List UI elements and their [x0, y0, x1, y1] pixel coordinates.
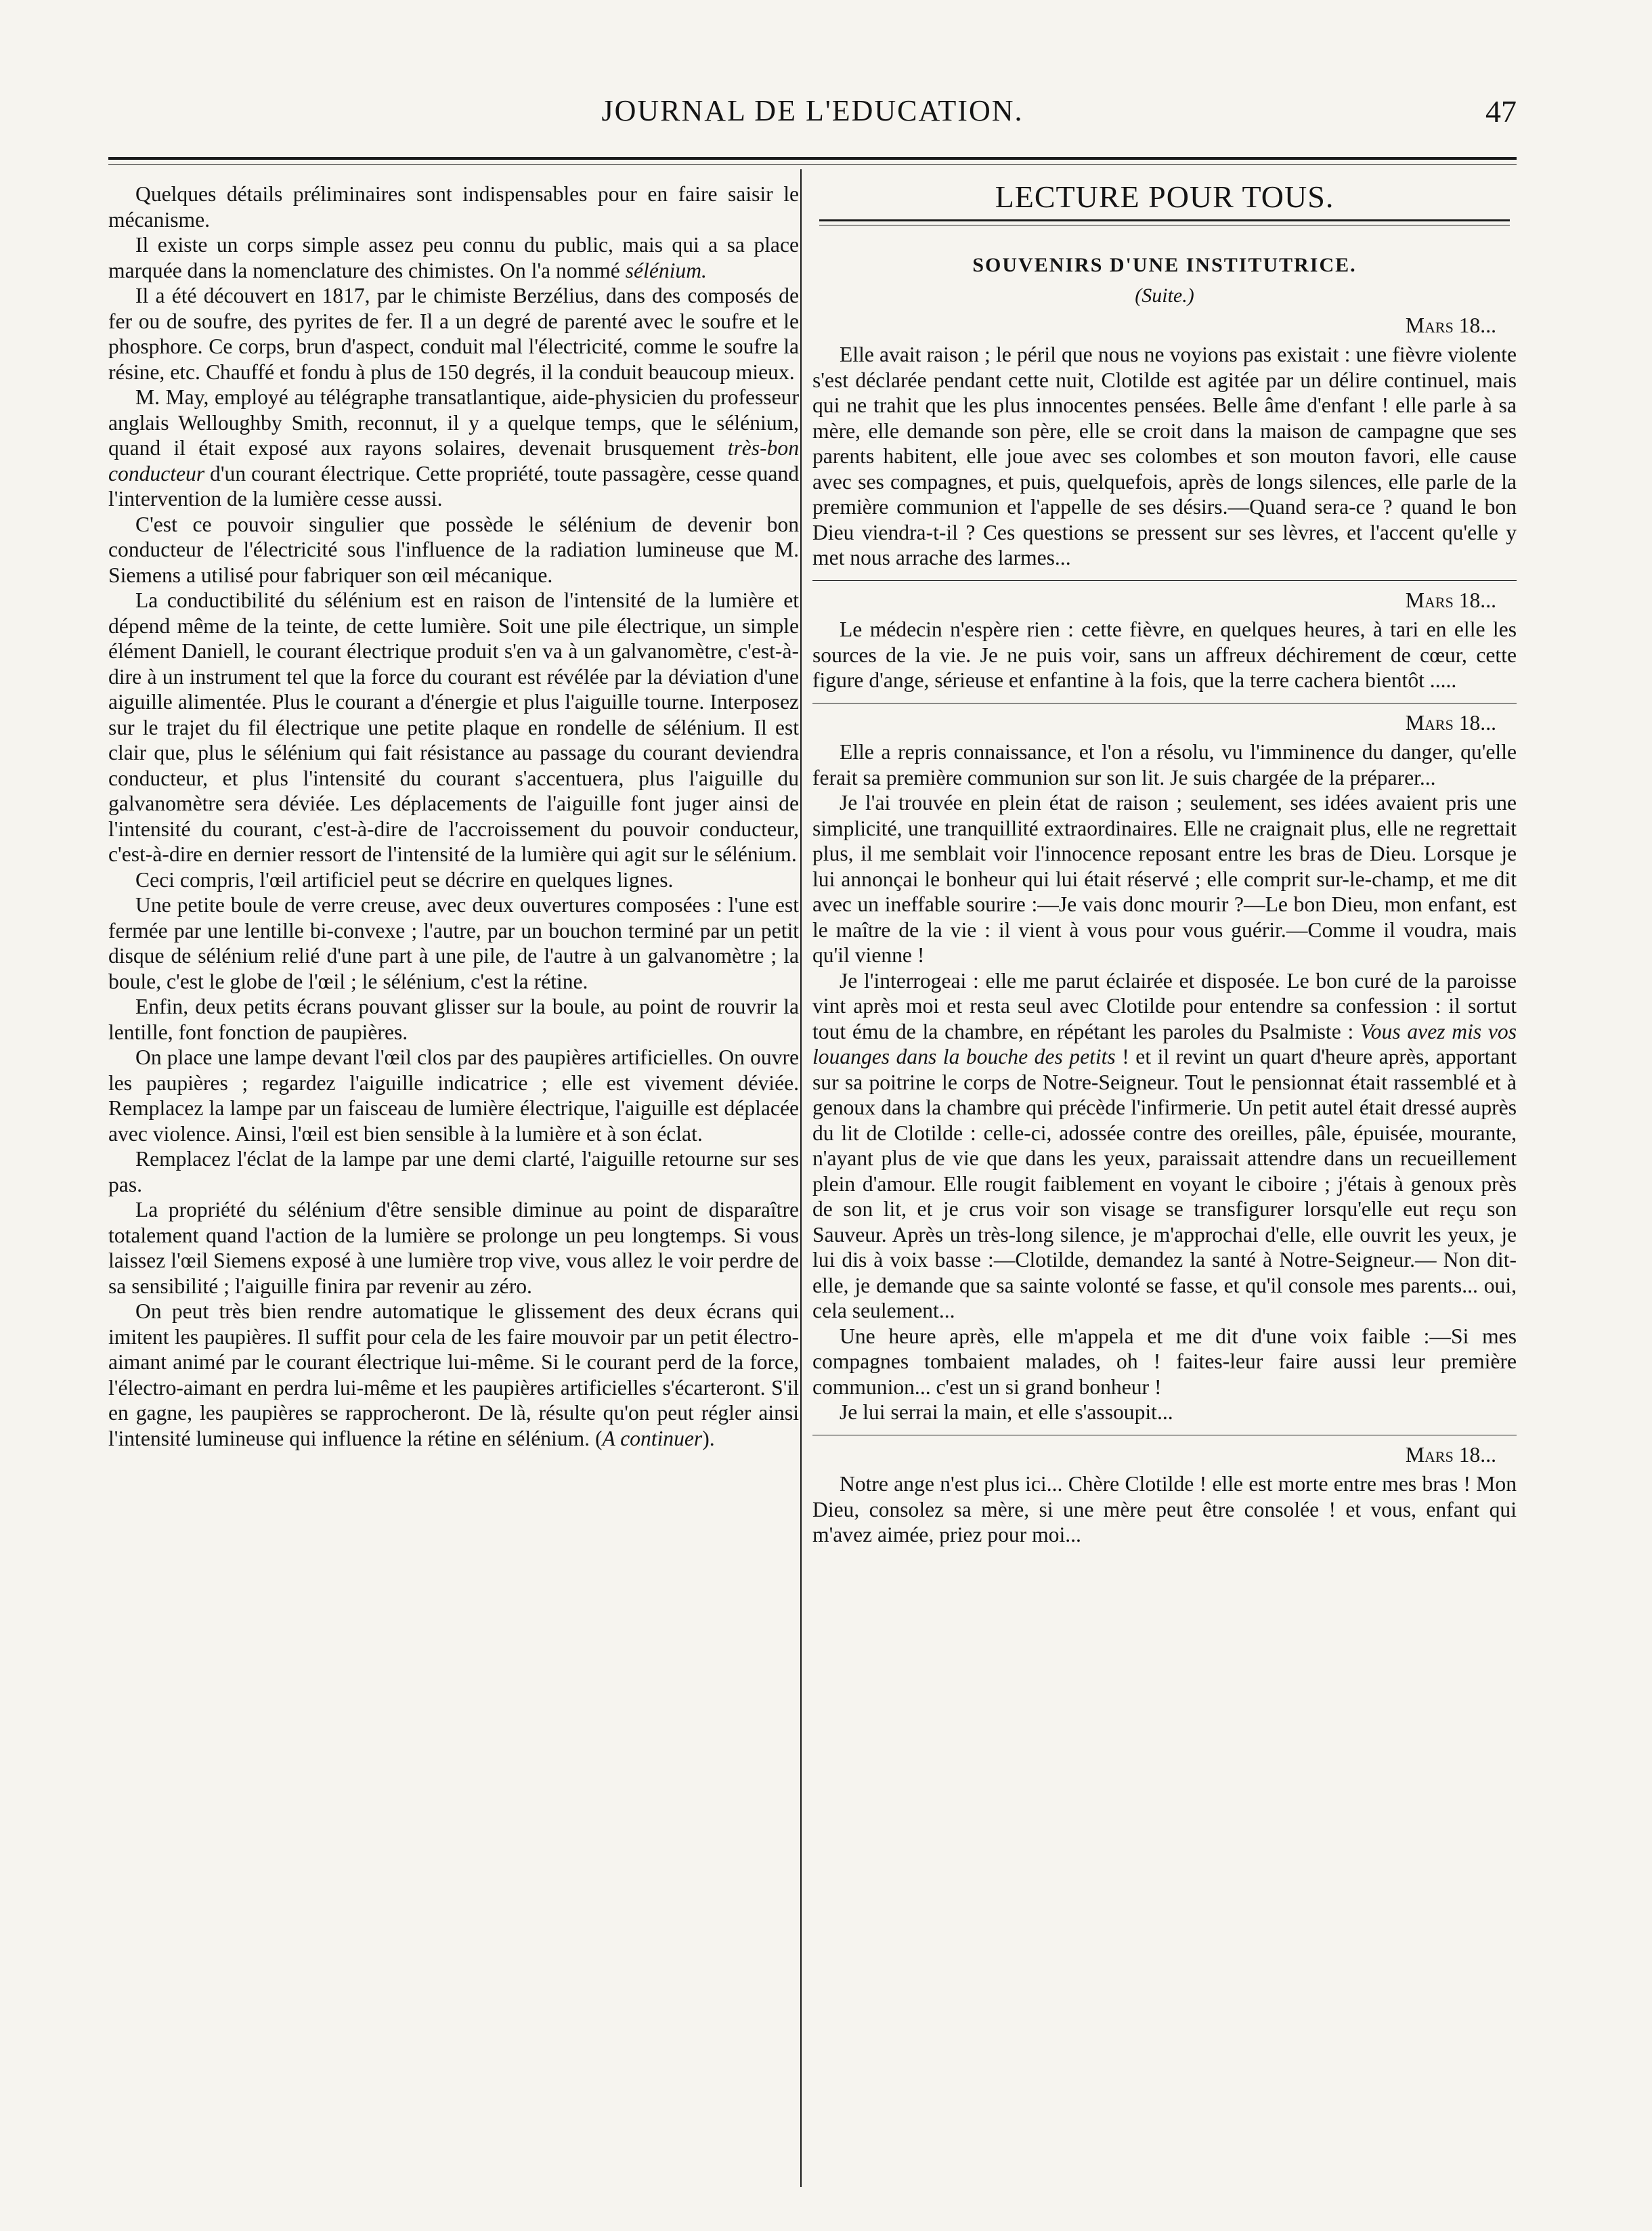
story-paragraph: [812, 790, 1517, 968]
text-run: Quelques détails préliminaires sont indispensables pour en faire saisir le mécanisme.: [108, 182, 799, 232]
text-run: Ceci compris, l'œil artificiel peut se décrire en quelques lignes.: [135, 867, 674, 892]
italic-text: très-bon conducteur: [108, 436, 799, 485]
article-paragraph: [108, 1197, 799, 1299]
right-column-story: [812, 181, 1517, 1548]
text-run: Le médecin n'espère rien : cette fièvre, en quelques heures, à tari en elle les sources de la vie. Je ne puis voir, sans un affreux déchirement de cœur, cette figure d'ange, sérieuse et enfantine à la fois, que la terre cachera bientôt .....: [812, 618, 1517, 692]
story-paragraph: [812, 968, 1517, 1324]
story-paragraph: [812, 1324, 1517, 1400]
text-run: La propriété du sélénium d'être sensible diminue au point de disparaître totalement quand l'action de la lumière se prolonge un peu longtemps. Si vous laissez l'œil Siemens exposé à une lumière trop vive, vous allez le voir perdre de sa sensibilité ; l'aiguille finira par revenir au zéro.: [108, 1198, 799, 1298]
entry-dateline: Mars 18...: [1405, 1442, 1496, 1467]
article-paragraph: [108, 892, 799, 994]
article-paragraph: [108, 588, 799, 867]
article-paragraph: [108, 181, 799, 232]
text-run: Enfin, deux petits écrans pouvant glisser sur la boule, au point de rouvrir la lentille, font fonction de paupières.: [108, 995, 799, 1044]
section-title: LECTURE POUR TOUS.: [995, 179, 1334, 214]
text-run: Il a été découvert en 1817, par le chimiste Berzélius, dans des composés de fer ou de soufre, des pyrites de fer. Il a un degré de parenté avec le soufre et le phosphore. Ce corps, brun d'aspect, conduit mal l'électricité, comme le soufre la résine, etc. Chauffé et fondu à plus de 150 degrés, il la conduit beaucoup mieux.: [108, 284, 799, 384]
story-paragraph: [812, 1471, 1517, 1548]
article-paragraph: [108, 867, 799, 893]
story-paragraph: [812, 342, 1517, 571]
entry-dateline: Mars 18...: [1405, 588, 1496, 612]
italic-text: sélénium.: [625, 258, 707, 282]
text-run: ! et il revint un quart d'heure après, apportant sur sa poitrine le corps de Notre-Seigneur. Tout le pensionnat était rassemblé et à genoux dans la chambre qui précède l'infirmerie. Un petit autel était dressé auprès du lit de Clotilde : celle-ci, adossée contre des oreilles, pâle, épuisée, mourante, n'ayant plus de vie que dans les yeux, paraissait attendre dans un recueillement plein d'amour. Elle rougit faiblement en voyant le ciboire ; j'étais à genoux près de son lit, et je crus voir son visage se transfigurer lorsqu'elle eut reçu son Sauveur. Après un très-long silence, je m'approchai d'elle, elle ouvrit les yeux, je lui dis à voix basse :—Clotilde, demandez la santé à Notre-Seigneur.— Non dit-elle, je demande que sa sainte volonté se fasse, et qu'il console mes parents... oui, cela seulement...: [812, 1045, 1517, 1322]
page-header: [108, 93, 1517, 141]
story-paragraph: [812, 739, 1517, 790]
story-title: SOUVENIRS D'UNE INSTITUTRICE.: [972, 253, 1357, 276]
text-run: On peut très bien rendre automatique le glissement des deux écrans qui imitent les paupières. Il suffit pour cela de les faire mouvoir par un petit électro-aimant animé par le courant électrique lui-même. Si le courant perd de la force, l'électro-aimant en perdra lui-même et les paupières artificielles s'écarteront. S'il en gagne, les paupières se rapprocheront. De là, résulte qu'on peut régler ainsi l'intensité lumineuse qui influence la rétine en sélénium. (: [108, 1299, 799, 1450]
article-paragraph: [108, 1045, 799, 1146]
header-rule: [108, 157, 1517, 165]
story-paragraph: [812, 617, 1517, 693]
article-paragraph: [108, 1299, 799, 1451]
text-run: Je l'interrogeai : elle me parut éclairée et disposée. Le bon curé de la paroisse vint après moi et resta seul avec Clotilde pour entendre sa confession : il sortut tout ému de la chambre, en répétant les paroles du Psalmiste :: [812, 968, 1517, 1043]
text-run: Une petite boule de verre creuse, avec deux ouvertures composées : l'une est fermée par une lentille bi-convexe ; l'autre, par un bouchon terminé par un petit disque de sélénium relié d'une part à une pile, de l'autre à un galvanomètre ; la boule, c'est le globe de l'œil ; le sélénium, c'est la rétine.: [108, 893, 799, 993]
text-run: Une heure après, elle m'appela et me dit d'une voix faible :—Si mes compagnes tombaient malades, oh ! faites-leur faire aussi leur première communion... c'est un si grand bonheur !: [812, 1324, 1517, 1399]
story-subtitle: (Suite.): [1135, 284, 1194, 307]
entry-separator: [812, 580, 1517, 581]
article-paragraph: [108, 994, 799, 1045]
italic-text: A continuer: [602, 1426, 703, 1450]
text-run: La conductibilité du sélénium est en raison de l'intensité de la lumière et dépend même de la teinte, de cette lumière. Soit une pile électrique, un simple élément Daniell, le courant électrique produit s'en va à un galvanomètre, c'est-à-dire à un instrument tel que la force du courant est révélée par la déviation d'une aiguille alimentée. Plus le courant a d'énergie et plus l'aiguille tourne. Interposez sur le trajet du fil électrique une petite plaque en rondelle de sélénium. Il est clair que, plus le sélénium qui fait résistance au passage du courant deviendra conducteur, et plus l'intensité du courant s'accentuera, plus l'aiguille du galvanomètre sera déviée. Les déplacements de l'aiguille font juger ainsi de l'intensité du courant, c'est-à-dire de l'accroissement du pouvoir conducteur, c'est-à-dire en dernier ressort de l'intensité de la lumière qui agit sur le sélénium.: [108, 588, 799, 866]
column-divider: [800, 169, 802, 2187]
story-paragraph: [812, 1400, 1517, 1425]
entry-dateline: Mars 18...: [1405, 313, 1496, 337]
running-title: JOURNAL DE L'EDUCATION.: [601, 94, 1024, 127]
text-run: C'est ce pouvoir singulier que possède le sélénium de devenir bon conducteur de l'électricité sous l'influence de la radiation lumineuse que M. Siemens a utilisé pour fabriquer son œil mécanique.: [108, 512, 799, 587]
italic-text: Vous avez mis vos louanges dans la bouche des petits: [812, 1019, 1517, 1068]
text-run: Remplacez l'éclat de la lampe par une demi clarté, l'aiguille retourne sur ses pas.: [108, 1147, 799, 1196]
text-run: Je l'ai trouvée en plein état de raison ; seulement, ses idées avaient pris une simplicité, une tranquillité extraordinaires. Elle ne craignait plus, elle ne regrettait plus, il me semblait voir l'innocence reposant entre les bras de Dieu. Lorsque je lui annonçai le bonheur qui lui était réservé ; elle comprit sur-le-champ, et me dit avec un ineffable sourire :—Je vais donc mourir ?—Le bon Dieu, mon enfant, est le maître de la vie : il vient à vous pour vous guérir.—Comme il voudra, mais qu'il vienne !: [812, 791, 1517, 967]
article-paragraph: [108, 283, 799, 385]
left-column-article: [108, 181, 799, 1451]
text-run: On place une lampe devant l'œil clos par des paupières artificielles. On ouvre les paupières ; regardez l'aiguille indicatrice ; elle est vivement déviée. Remplacez la lampe par un faisceau de lumière électrique, l'aiguille est déplacée avec violence. Ainsi, l'œil est bien sensible à la lumière et à son éclat.: [108, 1045, 799, 1146]
article-paragraph: [108, 232, 799, 283]
text-run: Il existe un corps simple assez peu connu du public, mais qui a sa place marquée dans la nomenclature des chimistes. On l'a nommé: [108, 233, 799, 282]
article-paragraph: [108, 385, 799, 512]
section-rule: [819, 219, 1510, 225]
text-run: Elle a repris connaissance, et l'on a résolu, vu l'imminence du danger, qu'elle ferait sa première communion sur son lit. Je suis chargée de la préparer...: [812, 740, 1517, 789]
diary-entries: [812, 313, 1517, 1548]
article-paragraph: [108, 512, 799, 588]
text-run: Elle avait raison ; le péril que nous ne voyions pas existait : une fièvre violente s'est déclarée pendant cette nuit, Clotilde est agitée par un délire continuel, mais qui ne trahit que les plus innocentes pensées. Belle âme d'enfant ! elle parle à sa mère, elle demande son père, elle se croit dans la maison de campagne que ses parents habitent, elle joue avec ses colombes et son mouton favori, elle cause avec ses compagnes, et puis, quelquefois, après de longs silences, elle parle de la première communion et l'appelle de ses désirs.—Quand sera-ce ? quand le bon Dieu viendra-t-il ? Ces questions se pressent sur ses lèvres, et l'accent qu'elle y met nous arrache des larmes...: [812, 343, 1517, 569]
page-number: 47: [1485, 94, 1517, 129]
entry-dateline: Mars 18...: [1405, 710, 1496, 735]
text-run: d'un courant électrique. Cette propriété, toute passagère, cesse quand l'intervention de la lumière cesse aussi.: [108, 461, 799, 511]
text-run: ).: [702, 1426, 715, 1450]
article-paragraph: [108, 1146, 799, 1197]
text-run: M. May, employé au télégraphe transatlantique, aide-physicien du professeur anglais Welloughby Smith, reconnut, il y a quelque temps, que le sélénium, quand il était exposé aux rayons solaires, devenait brusquement: [108, 385, 799, 460]
text-run: Je lui serrai la main, et elle s'assoupit...: [840, 1400, 1173, 1424]
text-run: Notre ange n'est plus ici... Chère Clotilde ! elle est morte entre mes bras ! Mon Dieu, consolez sa mère, si une mère peut être consolée ! et vous, enfant qui m'avez aimée, priez pour moi...: [812, 1472, 1517, 1546]
